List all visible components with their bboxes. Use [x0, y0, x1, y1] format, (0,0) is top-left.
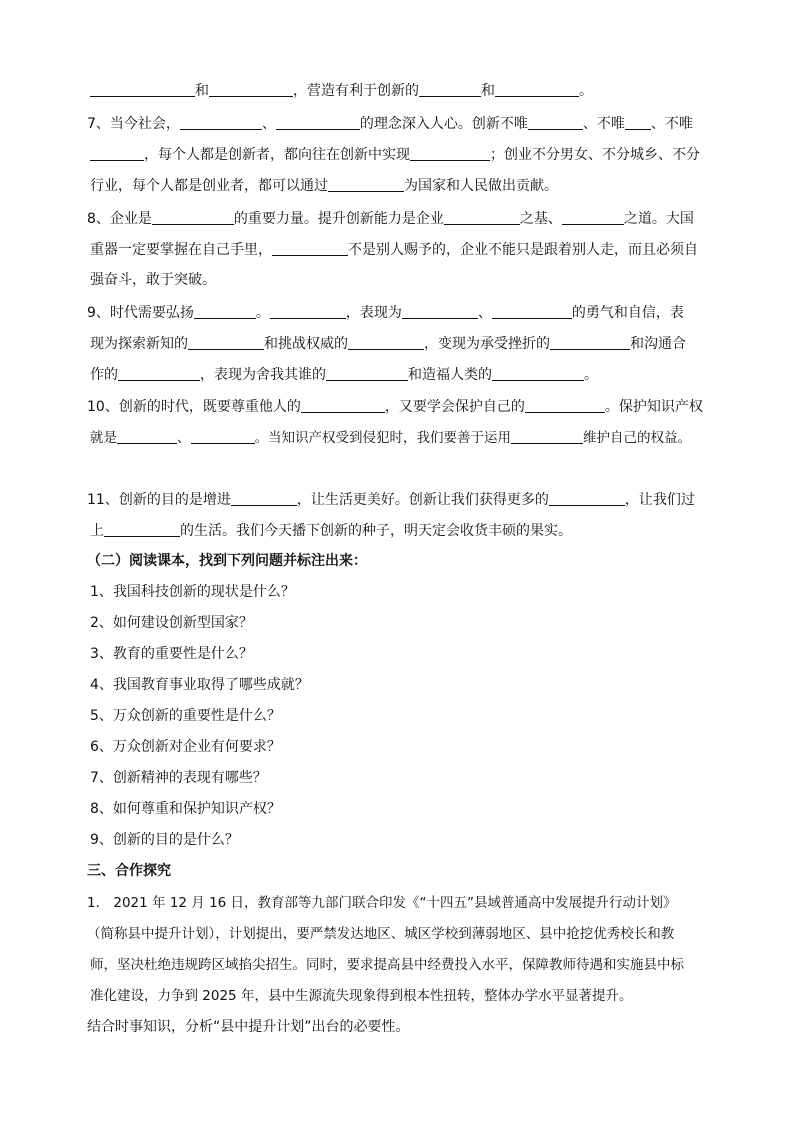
blank[interactable]	[525, 398, 605, 413]
text: 9、时代需要弘扬	[87, 305, 194, 321]
question-item: 7、创新精神的表现有哪些？	[90, 770, 267, 786]
question-item: 2、如何建设创新型国家？	[90, 615, 253, 631]
text: 。	[579, 83, 593, 99]
text: 。	[584, 367, 598, 383]
blank[interactable]	[276, 115, 360, 130]
blank[interactable]	[90, 146, 144, 161]
text: ，变现为承受挫折的	[424, 336, 550, 352]
blank[interactable]	[528, 115, 583, 130]
text: 、	[477, 305, 492, 321]
text: 的重要力量。提升创新能力是企业	[233, 211, 444, 227]
analysis-task: 结合时事知识，分析“县中提升计划”出台的必要性。	[87, 1019, 410, 1035]
blank[interactable]	[272, 241, 348, 256]
text: 行业，每个人都是创业者，都可以通过	[90, 178, 328, 194]
text: 和造福人类的	[408, 367, 492, 383]
blank[interactable]	[550, 335, 630, 350]
blank[interactable]	[492, 366, 584, 381]
text: ，让生活更美好。创新让我们获得更多的	[296, 492, 549, 508]
text: ，每个人都是创新者，都向往在创新中实现	[144, 147, 410, 163]
blank[interactable]	[180, 115, 262, 130]
section-3-heading: 三、合作探究	[87, 863, 171, 879]
question-list	[90, 584, 309, 863]
blank[interactable]	[90, 82, 195, 97]
question-item: 8、如何尊重和保护知识产权？	[90, 801, 281, 817]
question-item: 4、我国教育事业取得了哪些成就？	[90, 677, 309, 693]
paragraph-line: （简称县中提升计划），计划提出，要严禁发达地区、城区学校到薄弱地区、县中抢挖优秀校长和教	[87, 926, 675, 942]
blank[interactable]	[194, 304, 256, 319]
text: 和沟通合	[630, 336, 686, 352]
text: ，表现为	[345, 305, 402, 321]
paragraph-line: 师，坚决杜绝违规跨区域掐尖招生。同时，要求提高县中经费投入水平，保障教师待遇和实施县中标	[90, 957, 684, 973]
text: ，营造有利于创新的	[293, 83, 419, 99]
text: 之道。大国	[623, 211, 694, 227]
blank[interactable]	[328, 177, 404, 192]
text: 不是别人赐予的，企业不能只是跟着别人走，而且必须自	[348, 242, 698, 258]
text: 的理念深入人心。创新不唯	[359, 116, 528, 132]
question-item: 1、我国科技创新的现状是什么？	[90, 584, 295, 600]
blank[interactable]	[191, 429, 255, 444]
text: 强奋斗，敢于突破。	[90, 272, 216, 288]
blank[interactable]	[495, 82, 579, 97]
paragraph-line: 1． 2021 年 12 月 16 日，教育部等九部门联合印发《“十四五”县域普通高中发展提升行动计划》	[87, 895, 677, 911]
item-8-line-3	[90, 272, 216, 288]
text: 的生活。我们今天播下创新的种子，明天定会收货丰硕的果实。	[180, 523, 572, 539]
item-7-line-1	[87, 115, 693, 131]
text: 、不唯	[582, 116, 625, 132]
blank[interactable]	[117, 429, 177, 444]
text: 11、创新的目的是增进	[87, 492, 231, 508]
item-6-tail	[90, 82, 593, 98]
blank[interactable]	[444, 210, 520, 225]
text: 的勇气和自信，表	[571, 305, 684, 321]
blank[interactable]	[410, 146, 490, 161]
text: 和	[481, 83, 495, 99]
question-item: 6、万众创新对企业有何要求？	[90, 739, 281, 755]
item-9-line-3	[90, 366, 598, 382]
blank[interactable]	[492, 304, 572, 319]
blank[interactable]	[625, 115, 651, 130]
item-7-line-3	[90, 177, 558, 193]
item-9-line-1	[87, 304, 684, 320]
text: 、	[261, 116, 276, 132]
blank[interactable]	[104, 522, 180, 537]
blank[interactable]	[348, 335, 424, 350]
question-item: 9、创新的目的是什么？	[90, 832, 239, 848]
text: ，让我们过	[624, 492, 695, 508]
text: 8、企业是	[87, 211, 152, 227]
text: 和	[195, 83, 209, 99]
blank[interactable]	[152, 210, 234, 225]
blank[interactable]	[511, 429, 583, 444]
text: 就是	[90, 430, 117, 446]
text: ，表现为舍我其谁的	[200, 367, 326, 383]
item-10-line-1	[87, 398, 703, 414]
text: 。保护知识产权	[604, 399, 703, 415]
blank[interactable]	[326, 366, 408, 381]
blank[interactable]	[301, 398, 385, 413]
text: 为国家和人民做出贡献。	[404, 178, 558, 194]
question-item: 5、万众创新的重要性是什么？	[90, 708, 281, 724]
blank[interactable]	[549, 491, 625, 506]
text: 重器一定要掌握在自己手里，	[90, 242, 272, 258]
item-8-line-1	[87, 210, 694, 226]
item-10-line-2	[90, 429, 691, 445]
text: 10、创新的时代，既要尊重他人的	[87, 399, 301, 415]
item-7-line-2	[90, 146, 700, 162]
text: 、	[177, 430, 191, 446]
item-9-line-2	[90, 335, 686, 351]
text: 作的	[90, 367, 118, 383]
blank[interactable]	[188, 335, 264, 350]
item-11-line-1	[87, 491, 695, 507]
blank[interactable]	[402, 304, 478, 319]
text: ；创业不分男女、不分城乡、不分	[490, 147, 700, 163]
blank[interactable]	[562, 210, 624, 225]
text: 、不唯	[650, 116, 693, 132]
blank[interactable]	[209, 82, 293, 97]
question-item: 3、教育的重要性是什么？	[90, 646, 253, 662]
blank[interactable]	[118, 366, 200, 381]
text: 现为探索新知的	[90, 336, 188, 352]
text: ，又要学会保护自己的	[384, 399, 525, 415]
text: 上	[90, 523, 104, 539]
text: 7、当今社会，	[87, 116, 180, 132]
paragraph-line: 准化建设，力争到 2025 年，县中生源流失现象得到根本性扭转，整体办学水平显著提升。	[90, 988, 633, 1004]
item-11-line-2	[90, 522, 572, 538]
item-8-line-2	[90, 241, 698, 257]
text: 和挑战权威的	[264, 336, 348, 352]
section-2-heading: （二）阅读课本，找到下列问题并标注出来：	[87, 553, 367, 569]
case-paragraph	[87, 895, 684, 1019]
blank[interactable]	[419, 82, 481, 97]
blank[interactable]	[270, 304, 346, 319]
text: 。	[255, 305, 270, 321]
text: 。当知识产权受到侵犯时，我们要善于运用	[254, 430, 511, 446]
text: 维护自己的权益。	[583, 430, 691, 446]
text: 之基、	[519, 211, 562, 227]
blank[interactable]	[231, 491, 297, 506]
